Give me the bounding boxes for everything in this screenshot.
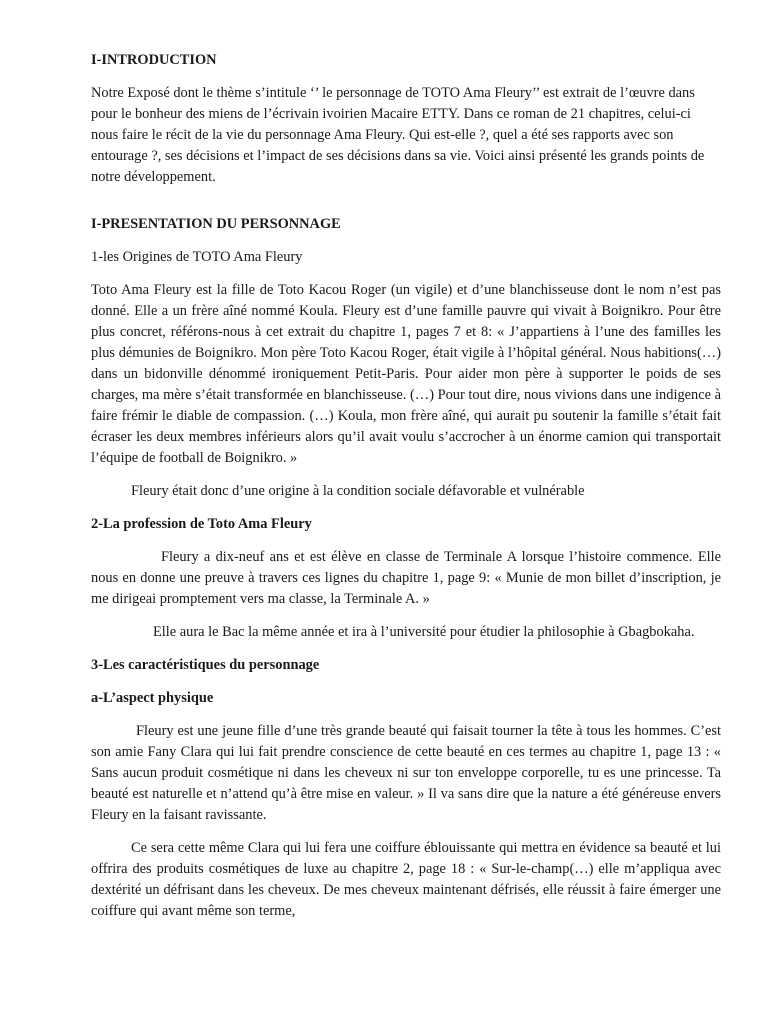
subheading-aspect-physique: a-L’aspect physique bbox=[91, 690, 214, 706]
document-page bbox=[91, 50, 721, 934]
heading-introduction: I-INTRODUCTION bbox=[91, 52, 217, 68]
heading-caracteristiques: 3-Les caractéristiques du personnage bbox=[91, 657, 320, 673]
intro-paragraph: Notre Exposé dont le thème s’intitule ‘’ le personnage de TOTO Ama Fleury’’ est extrait de l’œuvre dans pour le bonheur des miens de l’écrivain ivoirien Macaire ETTY. Dans ce roman de 21 chapitres, celui-ci nous faire le récit de la vie du personnage Ama Fleury. Qui est-elle ?, quel a été ses rapports avec son entourage ?, ses décisions et l’impact de ses décisions dans sa vie. Voici ainsi présenté les grands points de notre développement. bbox=[91, 85, 705, 185]
subheading-origines: 1-les Origines de TOTO Ama Fleury bbox=[91, 249, 303, 265]
heading-presentation: I-PRESENTATION DU PERSONNAGE bbox=[91, 216, 341, 232]
profession-paragraph-2: Elle aura le Bac la même année et ira à l’université pour étudier la philosophie à Gbagbokaha. bbox=[153, 624, 695, 640]
heading-profession: 2-La profession de Toto Ama Fleury bbox=[91, 516, 312, 532]
aspect-paragraph: Fleury est une jeune fille d’une très grande beauté qui faisait tourner la tête à tous les hommes. C’est son amie Fany Clara qui lui fait prendre conscience de cette beauté en ces termes au chapitre 1, page 13 : « Sans aucun produit cosmétique ni dans les cheveux ni sur ton enveloppe corporelle, tu es une princesse. Ta beauté est naturelle et n’attend qu’à être mise en valeur. » Il va sans dire que la nature a été généreuse envers Fleury en la faisant ravissante. bbox=[91, 723, 721, 823]
profession-paragraph: Fleury a dix-neuf ans et est élève en classe de Terminale A lorsque l’histoire commence. Elle nous en donne une preuve à travers ces lignes du chapitre 1, page 9: « Munie de mon billet d’inscription, je me dirigeai promptement vers ma classe, la Terminale A. » bbox=[91, 549, 721, 607]
coiffure-paragraph: Ce sera cette même Clara qui lui fera une coiffure éblouissante qui mettra en évidence sa beauté et lui offrira des produits cosmétiques de luxe au chapitre 2, page 18 : « Sur-le-champ(…) elle m’appliqua avec dextérité un défrisant dans les cheveux. De mes cheveux maintenant défrisés, elle réussit à faire émerger une coiffure qui avant même son terme, bbox=[91, 840, 721, 919]
origines-conclusion: Fleury était donc d’une origine à la condition sociale défavorable et vulnérable bbox=[131, 483, 585, 499]
origines-paragraph: Toto Ama Fleury est la fille de Toto Kacou Roger (un vigile) et d’une blanchisseuse dont le nom n’est pas donné. Elle a un frère aîné nommé Koula. Fleury est d’une famille pauvre qui vivait à Boignikro. Pour être plus concret, référons-nous à cet extrait du chapitre 1, pages 7 et 8: « J’appartiens à l’une des familles les plus démunies de Boignikro. Mon père Toto Kacou Roger, était vigile à l’hôpital général. Nous habitions(…) dans un bidonville dénommé ironiquement Petit-Paris. Pour aider mon père à supporter le poids de ses charges, ma mère s’était transformée en blanchisseuse. (…) Pour tout dire, nous vivions dans une indigence à faire frémir le diable de compassion. (…) Koula, mon frère aîné, qui aurait pu soutenir la famille s’était fait écraser les deux membres inférieurs alors qu’il avait voulu s’accrocher à un énorme camion qui transportait l’équipe de football de Boignikro. » bbox=[91, 282, 721, 466]
